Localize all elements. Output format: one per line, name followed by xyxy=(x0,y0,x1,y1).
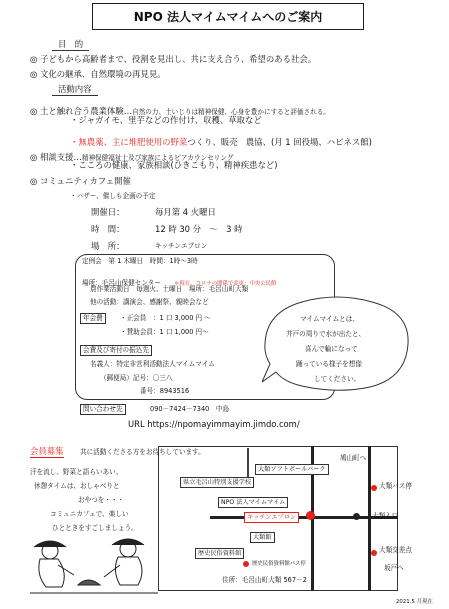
cafe-place-label: 場 所： xyxy=(91,241,125,251)
contact-phone: 090－7424－7340 中島 xyxy=(150,405,230,413)
contact-label: 問い合わせ先 xyxy=(80,404,126,415)
map-orui: 大類館 xyxy=(250,532,275,543)
purpose-line-1: ◎ 子どもから高齢者まで、役割を見出し、共に支え合う、希望のある社会。 xyxy=(30,54,317,64)
map-npo: NPO 法人マイムマイム xyxy=(218,497,288,508)
footer-date: 2021.5 月現在 xyxy=(396,599,433,605)
map-location-marker xyxy=(306,511,315,520)
consult-heading: ◎ 相談支援… xyxy=(30,152,82,162)
farm-line-2-black: つくり、販売 農協、(月 1 回役場、ハピネス館) xyxy=(187,137,372,147)
farm-activity-day: 農作業活動日 毎週火、土曜日 場所：毛呂山町大類 xyxy=(90,285,249,293)
recruit-text: 共に活動くださる方をお待ちしています。 xyxy=(80,448,205,456)
message-line-2: 休憩タイムは、おしゃべりと xyxy=(34,482,120,490)
fee-regular: ・正会員 ：1 口 3,000 円 ～ xyxy=(120,314,211,322)
account-name: 名義人：特定非営利活動法人マイムマイム xyxy=(90,360,215,368)
map-road-horizontal xyxy=(210,516,398,519)
map-entrance-dot xyxy=(353,513,360,520)
map-school: 県立毛呂山特別支援学校 xyxy=(180,477,254,488)
activities-heading: 活動内容 xyxy=(52,84,98,96)
recruit-label: 会員募集 xyxy=(30,446,64,456)
cafe-heading: ◎ コミュニティカフェ開催 xyxy=(30,176,131,186)
map-intersection: 大類交差点 xyxy=(379,546,412,554)
farm-line-1: ・ジャガイモ、里芋などの作付け、収穫、草取など xyxy=(70,115,262,125)
message-line-5: ひとときをすごしましょう。 xyxy=(52,524,138,532)
map-entrance: 大類入口 xyxy=(372,512,399,520)
purpose-heading: 目 的 xyxy=(52,39,89,51)
map-museum-bus-dot xyxy=(243,561,249,567)
map-bus-stop-dot xyxy=(371,485,377,491)
consult-note: 精神保健福祉士及び家族によるピアカウンセリング xyxy=(81,154,234,162)
cafe-date-value: 毎月第 4 火曜日 xyxy=(155,207,216,217)
website-url[interactable]: URL https://npomayimmayim.jimdo.com/ xyxy=(128,419,300,429)
cafe-time-value: 12 時 30 分 ～ 3 時 xyxy=(155,224,243,234)
bubble-line-4: 踊っている様子を想像 xyxy=(296,360,362,368)
farm-workers-illustration xyxy=(28,535,163,597)
meeting-place: 場所：毛呂山保健センター xyxy=(82,279,161,287)
map-bus-stop: 大類バス停 xyxy=(379,482,412,490)
transfer-label: 会費及び寄付の振込先 xyxy=(80,345,152,356)
farm-line-2-red: ・無農薬、主に堆肥使用の野菜 xyxy=(70,137,188,147)
map-town-hall: 鳩山町へ xyxy=(340,454,367,462)
other-activities: 他の活動：講演会、感謝祭、親睦会など xyxy=(90,298,209,306)
map-museum: 歴史民俗資料館 xyxy=(195,548,244,559)
page-title: NPO 法人マイムマイムへのご案内 xyxy=(92,3,364,30)
consult-line: ・こころの健康、家族相談(ひきこもり、精神疾患など) xyxy=(70,160,278,170)
cafe-time-label: 時 間： xyxy=(91,224,125,234)
cafe-place-value: キッチンエプロン xyxy=(155,242,208,250)
map-softball-park: 大類ソフトボールパーク xyxy=(255,464,329,475)
map-museum-bus: 歴史民俗資料館バス停 xyxy=(252,561,306,567)
fee-label: 年会費 xyxy=(80,313,106,324)
message-line-3: おやつを・・・ xyxy=(78,496,125,504)
map-kitchen-apron: キッチンエプロン xyxy=(244,512,299,523)
bubble-line-1: マイムマイムとは、 xyxy=(300,315,359,323)
farm-heading: ◎ 土と触れ合う農業体験… xyxy=(30,106,133,116)
cafe-line: ・バザー、催しも企画の予定 xyxy=(70,192,156,200)
message-line-1: 汗を流し、野菜と語らいあい、 xyxy=(30,468,123,476)
bubble-line-3: 喜んで輪になって xyxy=(305,345,358,353)
map-intersection-dot xyxy=(371,550,377,556)
cafe-date-label: 開催日： xyxy=(91,207,125,217)
map-sakado: 坂戸へ xyxy=(384,564,404,572)
address: 住所：毛呂山町大類 567－2 xyxy=(222,576,307,584)
regular-meeting: 定例会 第 1 木曜日 時間：1時～3時 xyxy=(82,257,198,265)
postal-code: （郵便局）記号：〇三八 xyxy=(100,374,173,382)
account-number: 番号：8943516 xyxy=(140,387,190,395)
bubble-line-5: してください。 xyxy=(314,375,361,383)
farm-note: 自然の力、土いじりは精神保健、心身を豊かにすると評価される。 xyxy=(132,108,330,116)
map-road-softball xyxy=(247,448,249,478)
fee-support: ・賛助会員：1 口 1,000 円～ xyxy=(120,328,209,336)
bubble-line-2: 井戸の周りで水が出たと、 xyxy=(286,330,366,338)
meeting-place-note: ＊現在、コロナの関係で変更：中央公民館 xyxy=(173,281,277,287)
purpose-line-2: ◎ 文化の継承、自然環境の再見見。 xyxy=(30,69,166,79)
message-line-4: コミュニカフェで、楽しい xyxy=(50,510,129,518)
